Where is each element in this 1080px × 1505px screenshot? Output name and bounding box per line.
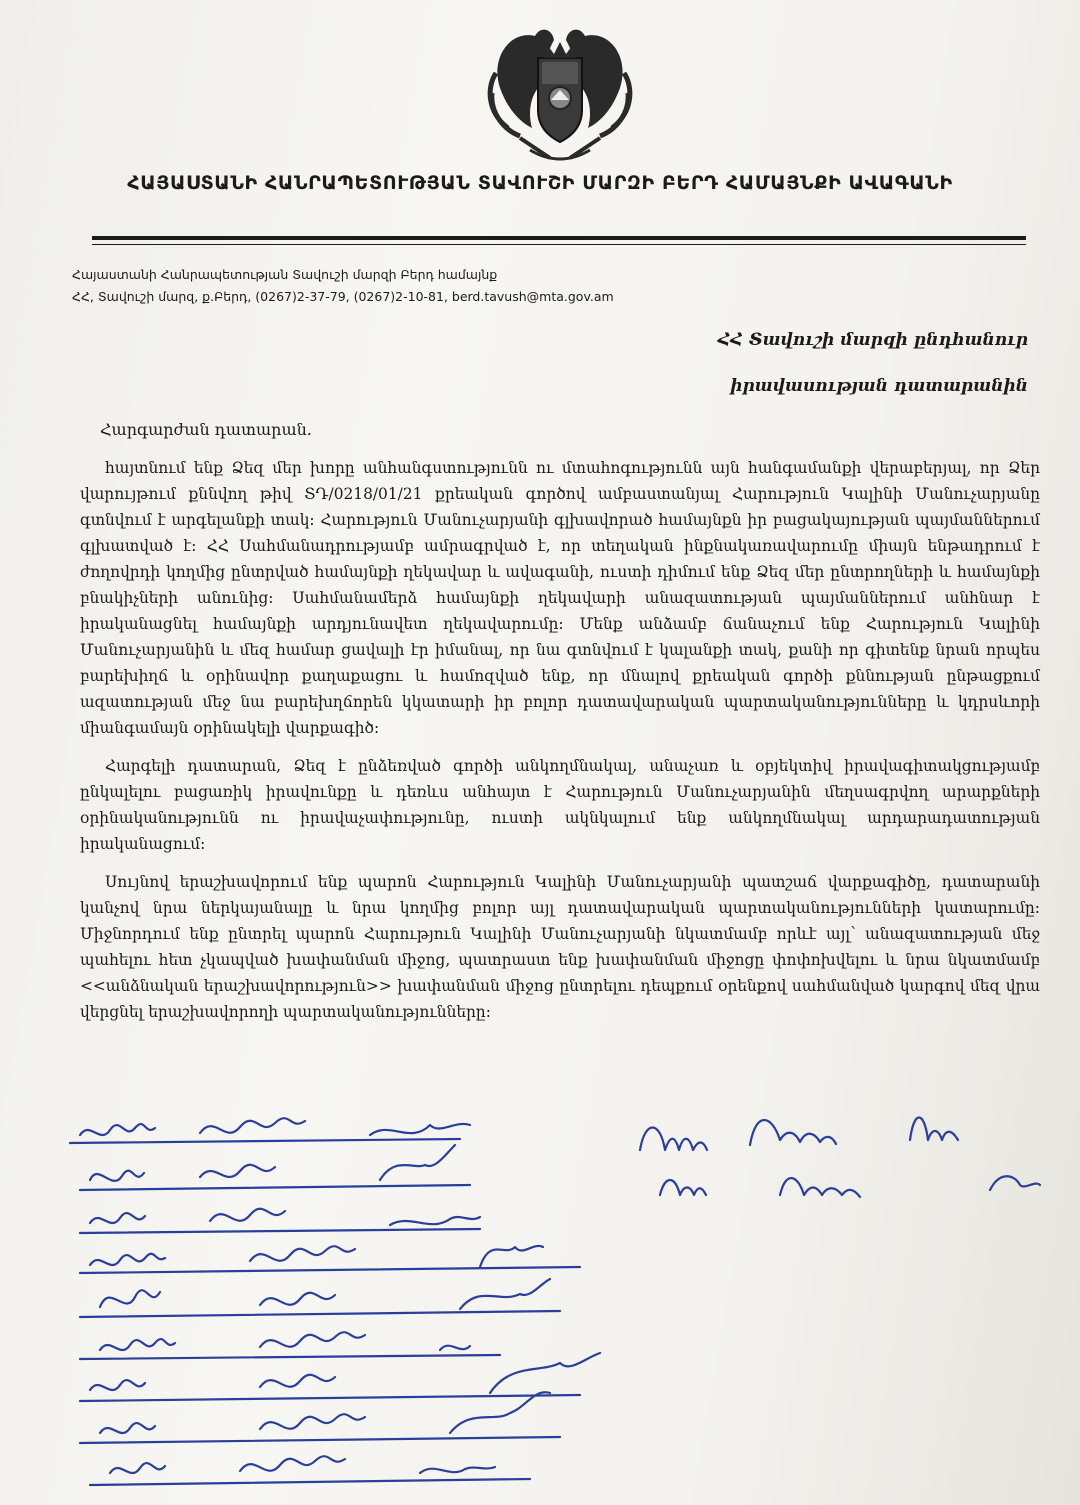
- handwritten-signatures: [60, 1095, 1060, 1495]
- header-divider-thin: [92, 244, 1026, 245]
- signature-row-4: [80, 1246, 580, 1273]
- body-paragraph-1: հայտնում ենք Ձեզ մեր խորը անհանգստությունն ու մտահոգությունն այն հանգամանքի վերաբերյալ, որ Ձեր վարույթում քննվող թիվ ՏԴ/0218/01/21 քրեական գործով ամբաստանյալ Հարություն Կալինի Մանուչարյանը գտնվում է արգելանքի տակ: Հարություն Մանուչարյանի գլխավորած համայնքն իր բացակայության պայմաններում գլխատված է: ՀՀ Սահմանադրությամբ ամրագրված է, որ տեղական ինքնակառավարումը միայն ենթադրում է ժողովրդի կողմից ընտրված համայնքի ղեկավար և ավագանի, ուստի դիմում ենք Ձեզ մեր ընտրողների և համայնքի բնակիչների անունից: Սահմանամերձ համայնքի ղեկավարի անազատության պայմաններում անհնար է իրականացնել համայնքի արդյունավետ ղեկավարումը: Մենք անձամբ ճանաչում ենք Հարություն Կալինի Մանուչարյանին և մեզ համար ցավալի էր իմանալ, որ նա գտնվում է կալանքի տակ, քանի որ գիտենք նրան որպես բարեխիղճ և օրինավոր քաղաքացու և համոզված ենք, որ մնալով քրեական գործի քննության ընթացքում ազատության մեջ նա բարեխղճորեն կկատարի իր բոլոր դատավարական պարտականությունները և կդրսևորի միանգամայն օրինակելի վարքագիծ:: [80, 459, 1040, 737]
- body-paragraph-2: Հարգելի դատարան, Ձեզ է ընձեռված գործի անկողմնակալ, անաչառ և օբյեկտիվ իրավագիտակցությամբ ընկալելու բացառիկ իրավունքը և դեռևս անհայտ է Հարություն Մանուչարյանին մեղսագրվող արարքների օրինականությունն ու իրավաչափությունը, ուստի ակնկալում ենք անկողմնակալ արդարադատության իրականացում:: [80, 757, 1040, 853]
- sender-block: [72, 264, 614, 308]
- signature-row-3: [80, 1209, 480, 1233]
- signature-right-2: [660, 1176, 1040, 1197]
- addressee-block: [718, 326, 1028, 418]
- signature-row-1: [70, 1118, 470, 1143]
- organization-title: ՀԱՅԱՍՏԱՆԻ ՀԱՆՐԱՊԵՏՈՒԹՅԱՆ ՏԱՎՈՒՇԻ ՄԱՐԶԻ ԲԵՐԴ ՀԱՄԱՅՆՔԻ ԱՎԱԳԱՆԻ: [127, 172, 953, 194]
- letter-body: [80, 455, 1040, 1037]
- signature-row-9: [90, 1456, 530, 1485]
- signatures-area: [60, 1095, 1060, 1495]
- salutation: Հարգարժան դատարան.: [100, 420, 312, 439]
- sender-contacts: ՀՀ, Տավուշի մարզ, ք.Բերդ, (0267)2-37-79, (0267)2-10-81, berd.tavush@mta.gov.am: [72, 289, 614, 304]
- addressee-line-1: ՀՀ Տավուշի մարզի ընդհանուր: [717, 330, 1028, 350]
- sender-name: Հայաստանի Հանրապետության Տավուշի մարզի Բերդ համայնք: [72, 267, 498, 282]
- header-divider: [92, 236, 1026, 240]
- signature-row-6: [80, 1332, 500, 1359]
- signature-row-7: [80, 1353, 600, 1401]
- addressee-line-2: իրավասության դատարանին: [730, 376, 1028, 396]
- coat-of-arms-of-armenia-icon: [480, 18, 640, 168]
- body-paragraph-3: Սույնով երաշխավորում ենք պարոն Հարություն Կալինի Մանուչարյանի պատշաճ վարքագիծը, դատարանի կանչով նրա ներկայանալը և նրա կողմից բոլոր այլ դատավարական պարտականությունների կատարումը: Միջնորդում ենք ընտրել պարոն Հարություն Կալինի Մանուչարյանի նկատմամբ որևէ այլ՝ անազատության մեջ պահելու հետ չկապված խափանման միջոց, պատրաստ ենք խափանման միջոցը փոփոխվելու և նրա նկատմամբ <<անձնական երաշխավորություն>> խափանման միջոց ընտրելու դեպքում օրենքով սահմանված կարգով մեզ վրա վերցնել երաշխավորողի պարտականությունները:: [80, 873, 1040, 1021]
- signature-row-5: [80, 1279, 560, 1317]
- signature-right-1: [640, 1118, 958, 1151]
- signature-row-2: [80, 1145, 470, 1190]
